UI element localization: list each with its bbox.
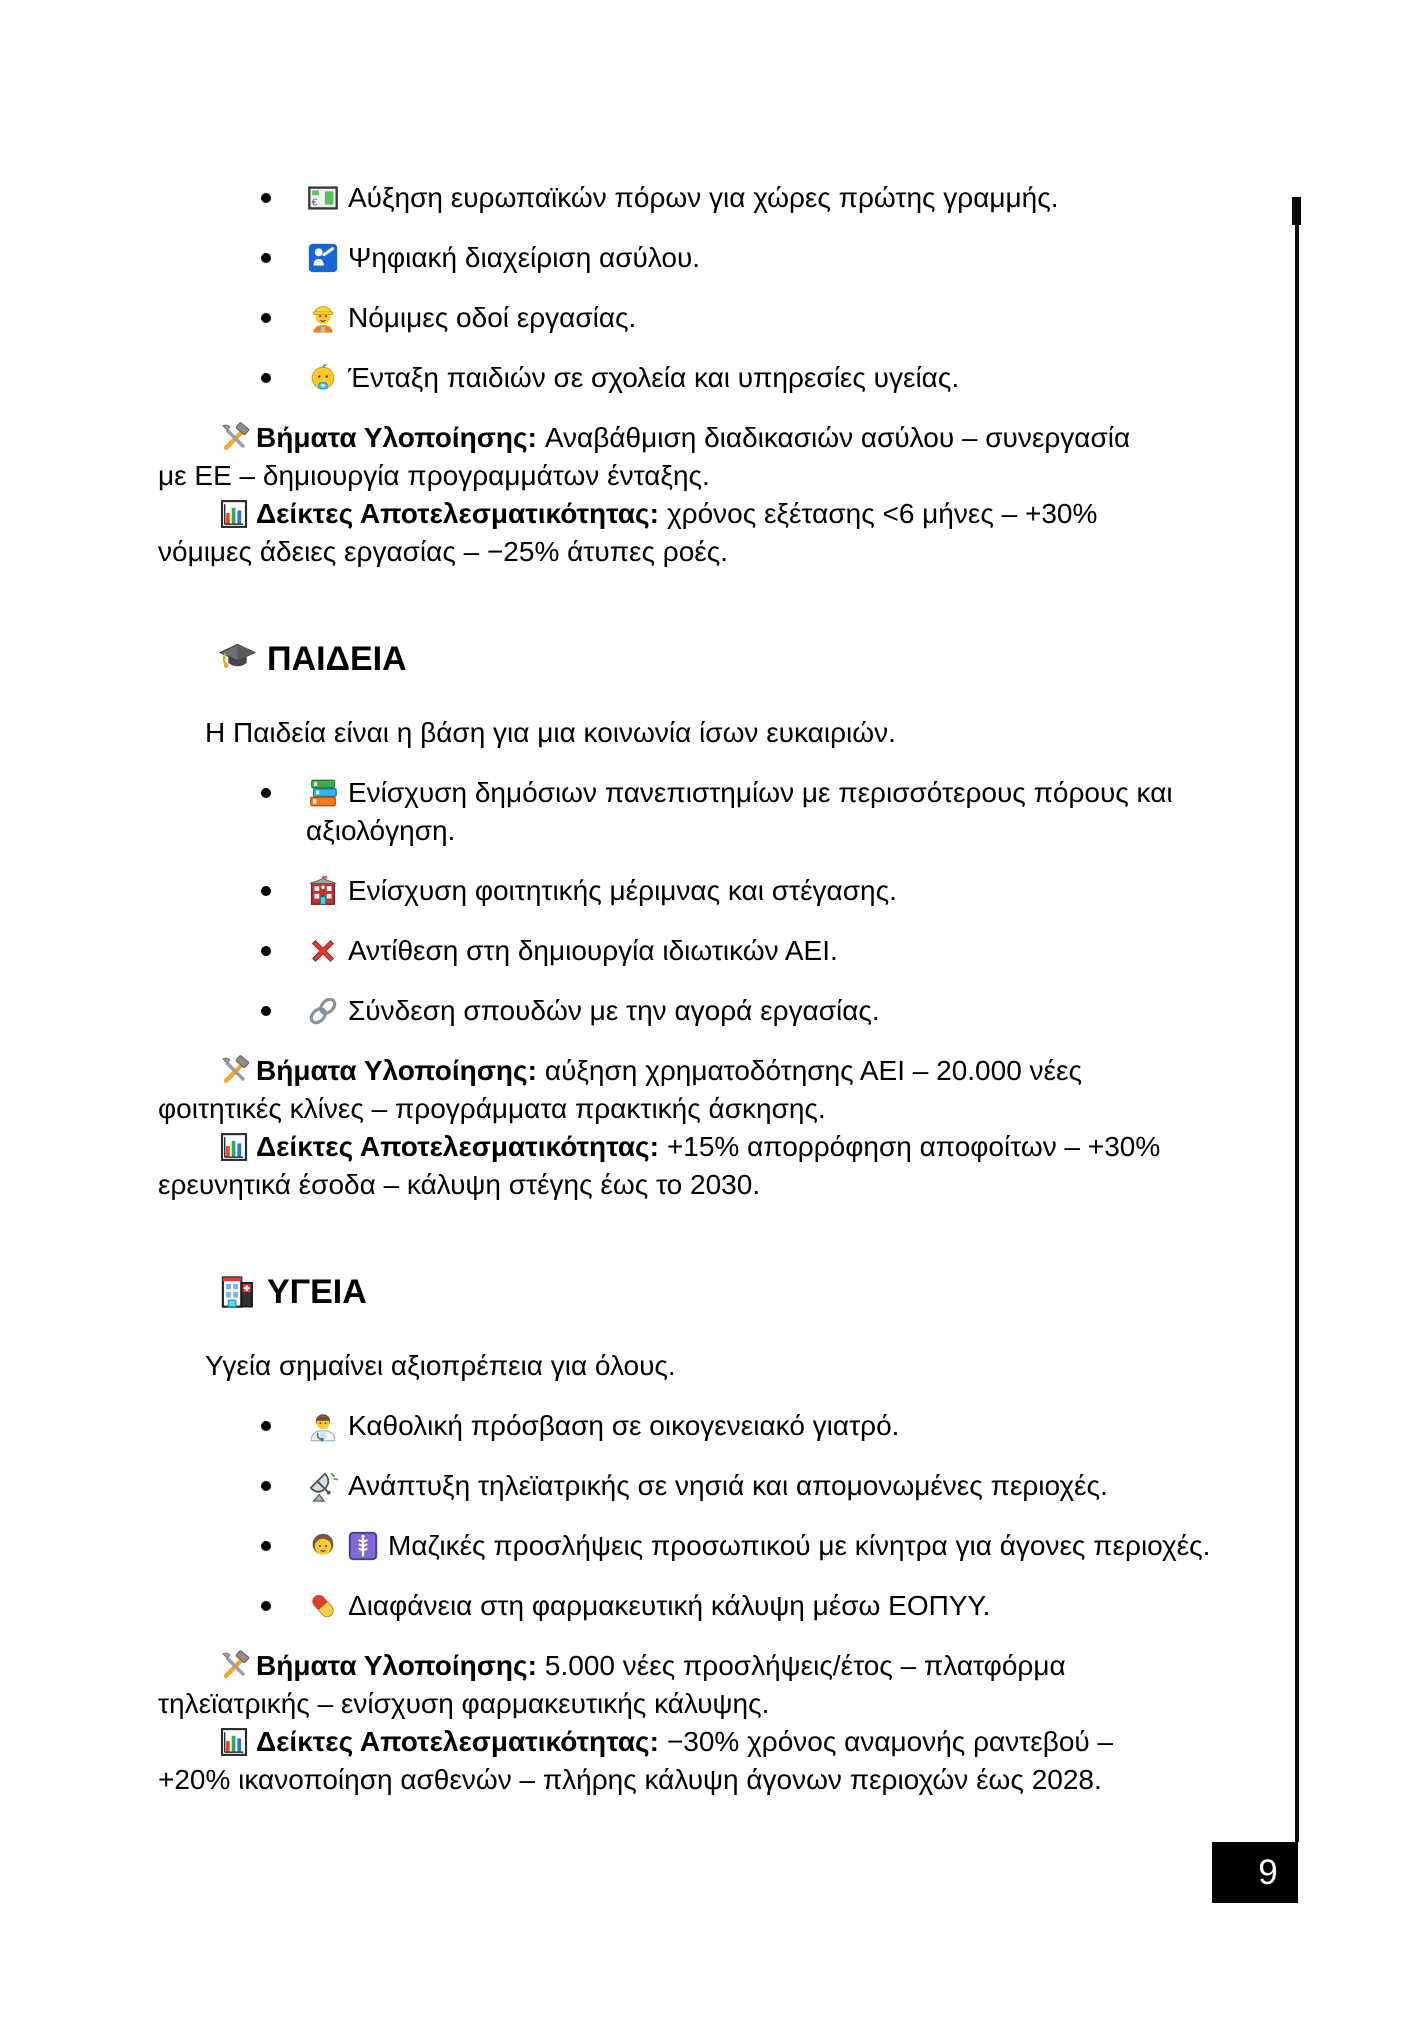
section-title-text: ΥΓΕΙΑ: [267, 1273, 367, 1311]
bullet-marker: [261, 373, 271, 383]
bullet-text: Ενίσχυση δημόσιων πανεπιστημίων με περισσότερους πόρους και αξιολόγηση.: [306, 777, 1173, 846]
bullet-marker: [261, 1541, 271, 1551]
metrics-text: +15% απορρόφηση αποφοίτων – +30% ερευνητικά έσοδα – κάλυψη στέγης έως το 2030.: [158, 1131, 1161, 1200]
link-icon: [306, 994, 340, 1028]
implementation-steps: [158, 1647, 1163, 1723]
bullet-list: [158, 1407, 1211, 1625]
school-icon: [306, 874, 340, 908]
bullet-text: Διαφάνεια στη φαρμακευτική κάλυψη μέσω ΕΟΠΥΥ.: [348, 1590, 991, 1621]
bullet-text: Ανάπτυξη τηλεϊατρικής σε νησιά και απομονωμένες περιοχές.: [348, 1470, 1108, 1501]
section-title-text: ΠΑΙΔΕΙΑ: [267, 640, 407, 678]
construction-worker-icon: [306, 301, 340, 335]
steps-text: 5.000 νέες προσλήψεις/έτος – πλατφόρμα τηλεϊατρικής – ενίσχυση φαρμακευτικής κάλυψης.: [158, 1650, 1066, 1719]
medical-symbol-icon: [346, 1529, 380, 1563]
list-item: [158, 932, 1178, 970]
steps-text: Αναβάθμιση διαδικασιών ασύλου – συνεργασία με ΕΕ – δημιουργία προγραμμάτων ένταξης.: [158, 422, 1131, 491]
graduation-cap-icon: [218, 639, 257, 678]
effectiveness-metrics: [158, 495, 1163, 571]
euro-banknote-icon: [306, 181, 340, 215]
passport-control-icon: [306, 241, 340, 275]
document-content: [158, 0, 1211, 1799]
cross-mark-icon: [306, 934, 340, 968]
section-intro: Υγεία σημαίνει αξιοπρέπεια για όλους.: [205, 1350, 676, 1381]
metrics-label: Δείκτες Αποτελεσματικότητας:: [256, 1726, 659, 1757]
metrics-text: −30% χρόνος αναμονής ραντεβού – +20% ικανοποίηση ασθενών – πλήρης κάλυψη άγονων περιοχών έως 2028.: [158, 1726, 1114, 1795]
bar-chart-icon: [218, 1726, 250, 1758]
steps-label: Βήματα Υλοποίησης:: [256, 1055, 537, 1086]
hammer-wrench-icon: [218, 1650, 250, 1682]
list-item: [158, 1407, 1178, 1445]
baby-icon: [306, 361, 340, 395]
bullet-marker: [261, 313, 271, 323]
section-migration: [158, 179, 1163, 571]
bullet-text: Ένταξη παιδιών σε σχολεία και υπηρεσίες υγείας.: [348, 362, 960, 393]
list-item: [158, 239, 1178, 277]
section-education: [158, 637, 1173, 1204]
bullet-list: [158, 774, 1173, 1030]
bullet-text: Μαζικές προσλήψεις προσωπικού με κίνητρα για άγονες περιοχές.: [388, 1530, 1211, 1561]
hammer-wrench-icon: [218, 422, 250, 454]
bullet-text: Αύξηση ευρωπαϊκών πόρων για χώρες πρώτης γραμμής.: [348, 182, 1059, 213]
bullet-marker: [261, 1421, 271, 1431]
bullet-text: Καθολική πρόσβαση σε οικογενειακό γιατρό.: [348, 1410, 900, 1441]
section-title-health: [158, 1270, 1163, 1314]
steps-text: αύξηση χρηματοδότησης ΑΕΙ – 20.000 νέες φοιτητικές κλίνες – προγράμματα πρακτικής άσκησης.: [158, 1055, 1083, 1124]
bullet-text: Αντίθεση στη δημιουργία ιδιωτικών ΑΕΙ.: [348, 935, 838, 966]
page-number: 9: [1258, 1853, 1278, 1892]
satellite-antenna-icon: [306, 1469, 340, 1503]
hammer-wrench-icon: [218, 1055, 250, 1087]
list-item: [158, 1587, 1178, 1625]
metrics-label: Δείκτες Αποτελεσματικότητας:: [256, 498, 659, 529]
steps-label: Βήματα Υλοποίησης:: [256, 1650, 537, 1681]
page-number-box: [1212, 1842, 1298, 1903]
implementation-steps: [158, 419, 1163, 495]
bullet-marker: [261, 1006, 271, 1016]
section-title-education: [158, 637, 1163, 681]
section-intro: Η Παιδεία είναι η βάση για μια κοινωνία ίσων ευκαιριών.: [205, 717, 896, 748]
pill-icon: [306, 1589, 340, 1623]
list-item: [158, 774, 1211, 850]
steps-label: Βήματα Υλοποίησης:: [256, 422, 537, 453]
bullet-marker: [261, 253, 271, 263]
list-item: [158, 1467, 1178, 1505]
books-icon: [306, 776, 340, 810]
list-item: [158, 992, 1178, 1030]
bullet-marker: [261, 788, 271, 798]
bar-chart-icon: [218, 498, 250, 530]
bullet-marker: [261, 1481, 271, 1491]
metrics-label: Δείκτες Αποτελεσματικότητας:: [256, 1131, 659, 1162]
list-item: [158, 1527, 1211, 1565]
bullet-list: [158, 179, 1163, 397]
bullet-marker: [261, 1601, 271, 1611]
bullet-text: Σύνδεση σπουδών με την αγορά εργασίας.: [348, 995, 880, 1026]
list-item: [158, 872, 1178, 910]
list-item: [158, 299, 1178, 337]
effectiveness-metrics: [158, 1723, 1163, 1799]
person-icon: [306, 1529, 340, 1563]
bar-chart-icon: [218, 1131, 250, 1163]
health-worker-icon: [306, 1409, 340, 1443]
metrics-text: χρόνος εξέτασης <6 μήνες – +30% νόμιμες άδειες εργασίας – −25% άτυπες ροές.: [158, 498, 1098, 567]
list-item: [158, 179, 1178, 217]
bullet-marker: [261, 946, 271, 956]
list-item: [158, 359, 1178, 397]
bullet-marker: [261, 886, 271, 896]
implementation-steps: [158, 1052, 1163, 1128]
section-health: [158, 1270, 1211, 1799]
page-border-line: [1295, 199, 1299, 1842]
bullet-text: Ενίσχυση φοιτητικής μέριμνας και στέγασης.: [348, 875, 897, 906]
bullet-marker: [261, 193, 271, 203]
hospital-icon: [218, 1272, 257, 1311]
bullet-text: Νόμιμες οδοί εργασίας.: [348, 302, 637, 333]
effectiveness-metrics: [158, 1128, 1163, 1204]
bullet-text: Ψηφιακή διαχείριση ασύλου.: [348, 242, 701, 273]
